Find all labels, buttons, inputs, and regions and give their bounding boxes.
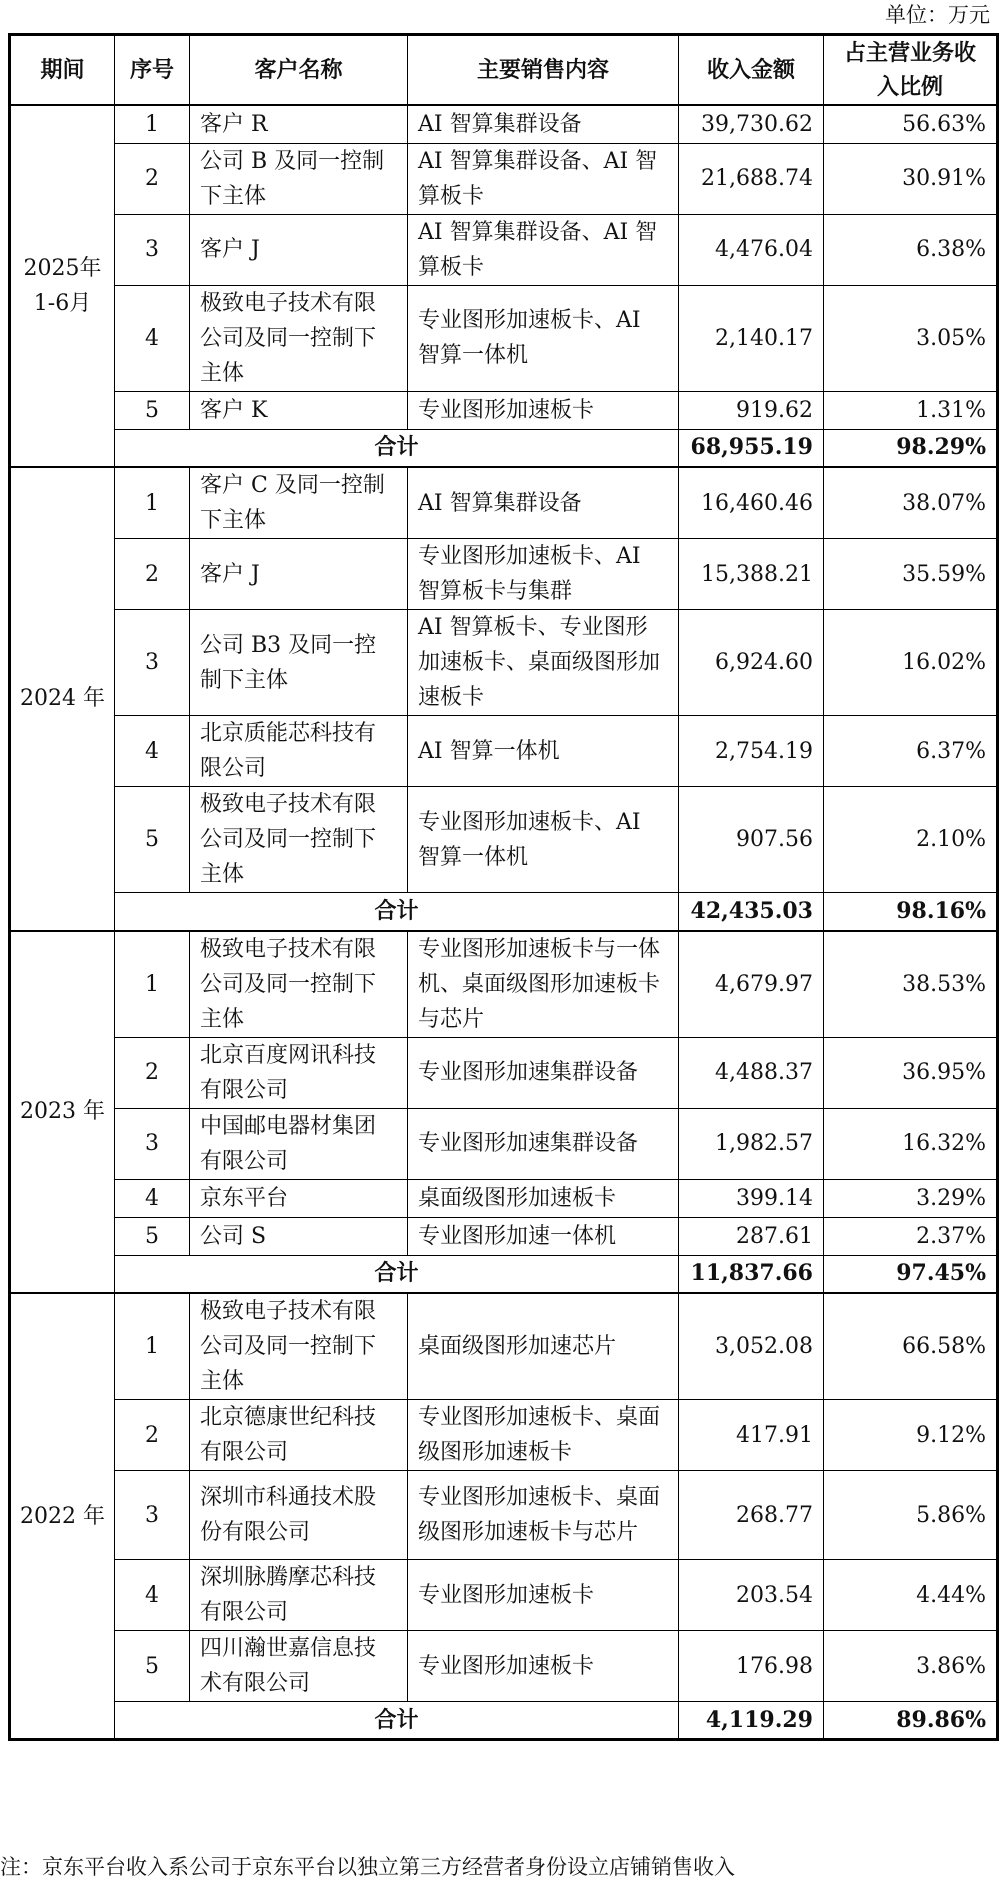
- row-index: 3: [115, 1108, 190, 1179]
- customer-name: 深圳脉腾摩芯科技有限公司: [190, 1560, 408, 1631]
- sales-content: AI 智算集群设备: [408, 467, 679, 539]
- revenue-ratio: 2.10%: [824, 787, 998, 893]
- revenue-amount: 417.91: [679, 1400, 824, 1471]
- customer-name: 极致电子技术有限公司及同一控制下主体: [190, 285, 408, 391]
- row-index: 4: [115, 1179, 190, 1217]
- header-index: 序号: [115, 35, 190, 106]
- row-index: 4: [115, 716, 190, 787]
- sales-content: 专业图形加速板卡、AI 智算板卡与集群: [408, 539, 679, 610]
- customer-name: 四川瀚世嘉信息技术有限公司: [190, 1631, 408, 1702]
- revenue-amount: 3,052.08: [679, 1293, 824, 1400]
- revenue-amount: 1,982.57: [679, 1108, 824, 1179]
- row-index: 5: [115, 1631, 190, 1702]
- revenue-ratio: 35.59%: [824, 539, 998, 610]
- table-row: [10, 1631, 998, 1702]
- table-body: [10, 105, 998, 1740]
- top-customers-table: [8, 33, 999, 1741]
- revenue-amount: 21,688.74: [679, 143, 824, 214]
- customer-name: 深圳市科通技术股份有限公司: [190, 1471, 408, 1560]
- row-index: 1: [115, 931, 190, 1038]
- revenue-amount: 919.62: [679, 391, 824, 429]
- row-index: 4: [115, 285, 190, 391]
- revenue-ratio: 36.95%: [824, 1037, 998, 1108]
- total-row: [10, 1702, 998, 1740]
- sales-content: 专业图形加速板卡、AI 智算一体机: [408, 285, 679, 391]
- total-row: [10, 1255, 998, 1293]
- revenue-amount: 399.14: [679, 1179, 824, 1217]
- table-row: [10, 1108, 998, 1179]
- revenue-amount: 176.98: [679, 1631, 824, 1702]
- period-cell: 2024 年: [10, 467, 115, 931]
- sales-content: AI 智算板卡、专业图形加速板卡、桌面级图形加速板卡: [408, 610, 679, 716]
- footnote: 注：京东平台收入系公司于京东平台以独立第三方经营者身份设立店铺销售收入: [0, 1855, 735, 1879]
- table-row: [10, 610, 998, 716]
- customer-name: 公司 S: [190, 1217, 408, 1255]
- revenue-ratio: 9.12%: [824, 1400, 998, 1471]
- row-index: 1: [115, 467, 190, 539]
- row-index: 3: [115, 610, 190, 716]
- revenue-amount: 907.56: [679, 787, 824, 893]
- customer-name: 客户 K: [190, 391, 408, 429]
- revenue-ratio: 16.32%: [824, 1108, 998, 1179]
- row-index: 2: [115, 1037, 190, 1108]
- revenue-amount: 287.61: [679, 1217, 824, 1255]
- period-cell: 2022 年: [10, 1293, 115, 1740]
- customer-name: 北京百度网讯科技有限公司: [190, 1037, 408, 1108]
- total-ratio: 98.29%: [824, 429, 998, 467]
- sales-content: AI 智算一体机: [408, 716, 679, 787]
- sales-content: AI 智算集群设备: [408, 105, 679, 143]
- sales-content: 桌面级图形加速芯片: [408, 1293, 679, 1400]
- sales-content: 专业图形加速板卡、AI 智算一体机: [408, 787, 679, 893]
- revenue-ratio: 3.29%: [824, 1179, 998, 1217]
- total-label: 合计: [115, 429, 679, 467]
- period-cell: 2025年 1-6月: [10, 105, 115, 467]
- total-label: 合计: [115, 1255, 679, 1293]
- table-row: [10, 285, 998, 391]
- total-ratio: 89.86%: [824, 1702, 998, 1740]
- table-row: [10, 1217, 998, 1255]
- header-amount: 收入金额: [679, 35, 824, 106]
- revenue-amount: 16,460.46: [679, 467, 824, 539]
- revenue-amount: 39,730.62: [679, 105, 824, 143]
- revenue-ratio: 6.37%: [824, 716, 998, 787]
- revenue-amount: 203.54: [679, 1560, 824, 1631]
- revenue-ratio: 1.31%: [824, 391, 998, 429]
- row-index: 2: [115, 539, 190, 610]
- total-label: 合计: [115, 893, 679, 931]
- row-index: 5: [115, 787, 190, 893]
- row-index: 5: [115, 391, 190, 429]
- total-amount: 4,119.29: [679, 1702, 824, 1740]
- table-row: [10, 105, 998, 143]
- table-row: [10, 467, 998, 539]
- customer-name: 极致电子技术有限公司及同一控制下主体: [190, 931, 408, 1038]
- customer-name: 客户 J: [190, 539, 408, 610]
- table-row: [10, 1179, 998, 1217]
- customer-name: 极致电子技术有限公司及同一控制下主体: [190, 1293, 408, 1400]
- header-content: 主要销售内容: [408, 35, 679, 106]
- customer-name: 客户 R: [190, 105, 408, 143]
- header-row: [10, 35, 998, 106]
- sales-content: 专业图形加速板卡与一体机、桌面级图形加速板卡与芯片: [408, 931, 679, 1038]
- revenue-ratio: 38.07%: [824, 467, 998, 539]
- table-row: [10, 1560, 998, 1631]
- customer-name: 北京德康世纪科技有限公司: [190, 1400, 408, 1471]
- period-cell: 2023 年: [10, 931, 115, 1294]
- header-customer: 客户名称: [190, 35, 408, 106]
- revenue-ratio: 5.86%: [824, 1471, 998, 1560]
- row-index: 4: [115, 1560, 190, 1631]
- revenue-ratio: 30.91%: [824, 143, 998, 214]
- revenue-amount: 4,476.04: [679, 214, 824, 285]
- row-index: 5: [115, 1217, 190, 1255]
- header-ratio: 占主营业务收入比例: [824, 35, 998, 106]
- revenue-amount: 4,679.97: [679, 931, 824, 1038]
- row-index: 2: [115, 143, 190, 214]
- table-row: [10, 1037, 998, 1108]
- customer-name: 客户 J: [190, 214, 408, 285]
- revenue-ratio: 66.58%: [824, 1293, 998, 1400]
- unit-label: 单位：万元: [885, 3, 990, 27]
- total-label: 合计: [115, 1702, 679, 1740]
- total-row: [10, 429, 998, 467]
- row-index: 2: [115, 1400, 190, 1471]
- total-ratio: 97.45%: [824, 1255, 998, 1293]
- sales-content: AI 智算集群设备、AI 智算板卡: [408, 143, 679, 214]
- customer-name: 中国邮电器材集团有限公司: [190, 1108, 408, 1179]
- sales-content: 专业图形加速板卡: [408, 1560, 679, 1631]
- sales-content: 专业图形加速集群设备: [408, 1108, 679, 1179]
- customer-name: 北京质能芯科技有限公司: [190, 716, 408, 787]
- revenue-ratio: 38.53%: [824, 931, 998, 1038]
- sales-content: AI 智算集群设备、AI 智算板卡: [408, 214, 679, 285]
- revenue-ratio: 3.86%: [824, 1631, 998, 1702]
- revenue-amount: 4,488.37: [679, 1037, 824, 1108]
- revenue-ratio: 56.63%: [824, 105, 998, 143]
- revenue-ratio: 3.05%: [824, 285, 998, 391]
- total-amount: 42,435.03: [679, 893, 824, 931]
- header-period: 期间: [10, 35, 115, 106]
- revenue-amount: 268.77: [679, 1471, 824, 1560]
- sales-content: 专业图形加速集群设备: [408, 1037, 679, 1108]
- row-index: 3: [115, 1471, 190, 1560]
- sales-content: 桌面级图形加速板卡: [408, 1179, 679, 1217]
- table-row: [10, 391, 998, 429]
- customer-name: 客户 C 及同一控制下主体: [190, 467, 408, 539]
- customer-name: 京东平台: [190, 1179, 408, 1217]
- table-row: [10, 539, 998, 610]
- table-row: [10, 1400, 998, 1471]
- table-row: [10, 214, 998, 285]
- total-ratio: 98.16%: [824, 893, 998, 931]
- revenue-amount: 2,754.19: [679, 716, 824, 787]
- total-amount: 11,837.66: [679, 1255, 824, 1293]
- table-row: [10, 1471, 998, 1560]
- customer-name: 公司 B 及同一控制下主体: [190, 143, 408, 214]
- row-index: 1: [115, 105, 190, 143]
- row-index: 3: [115, 214, 190, 285]
- revenue-ratio: 4.44%: [824, 1560, 998, 1631]
- revenue-amount: 15,388.21: [679, 539, 824, 610]
- revenue-ratio: 2.37%: [824, 1217, 998, 1255]
- table-row: [10, 1293, 998, 1400]
- sales-content: 专业图形加速板卡、桌面级图形加速板卡: [408, 1400, 679, 1471]
- sales-content: 专业图形加速板卡: [408, 1631, 679, 1702]
- table-row: [10, 143, 998, 214]
- revenue-ratio: 6.38%: [824, 214, 998, 285]
- sales-content: 专业图形加速板卡: [408, 391, 679, 429]
- table-row: [10, 716, 998, 787]
- table-row: [10, 931, 998, 1038]
- revenue-amount: 2,140.17: [679, 285, 824, 391]
- total-amount: 68,955.19: [679, 429, 824, 467]
- table-row: [10, 787, 998, 893]
- sales-content: 专业图形加速一体机: [408, 1217, 679, 1255]
- customer-name: 极致电子技术有限公司及同一控制下主体: [190, 787, 408, 893]
- row-index: 1: [115, 1293, 190, 1400]
- sales-content: 专业图形加速板卡、桌面级图形加速板卡与芯片: [408, 1471, 679, 1560]
- revenue-amount: 6,924.60: [679, 610, 824, 716]
- customer-name: 公司 B3 及同一控制下主体: [190, 610, 408, 716]
- total-row: [10, 893, 998, 931]
- revenue-ratio: 16.02%: [824, 610, 998, 716]
